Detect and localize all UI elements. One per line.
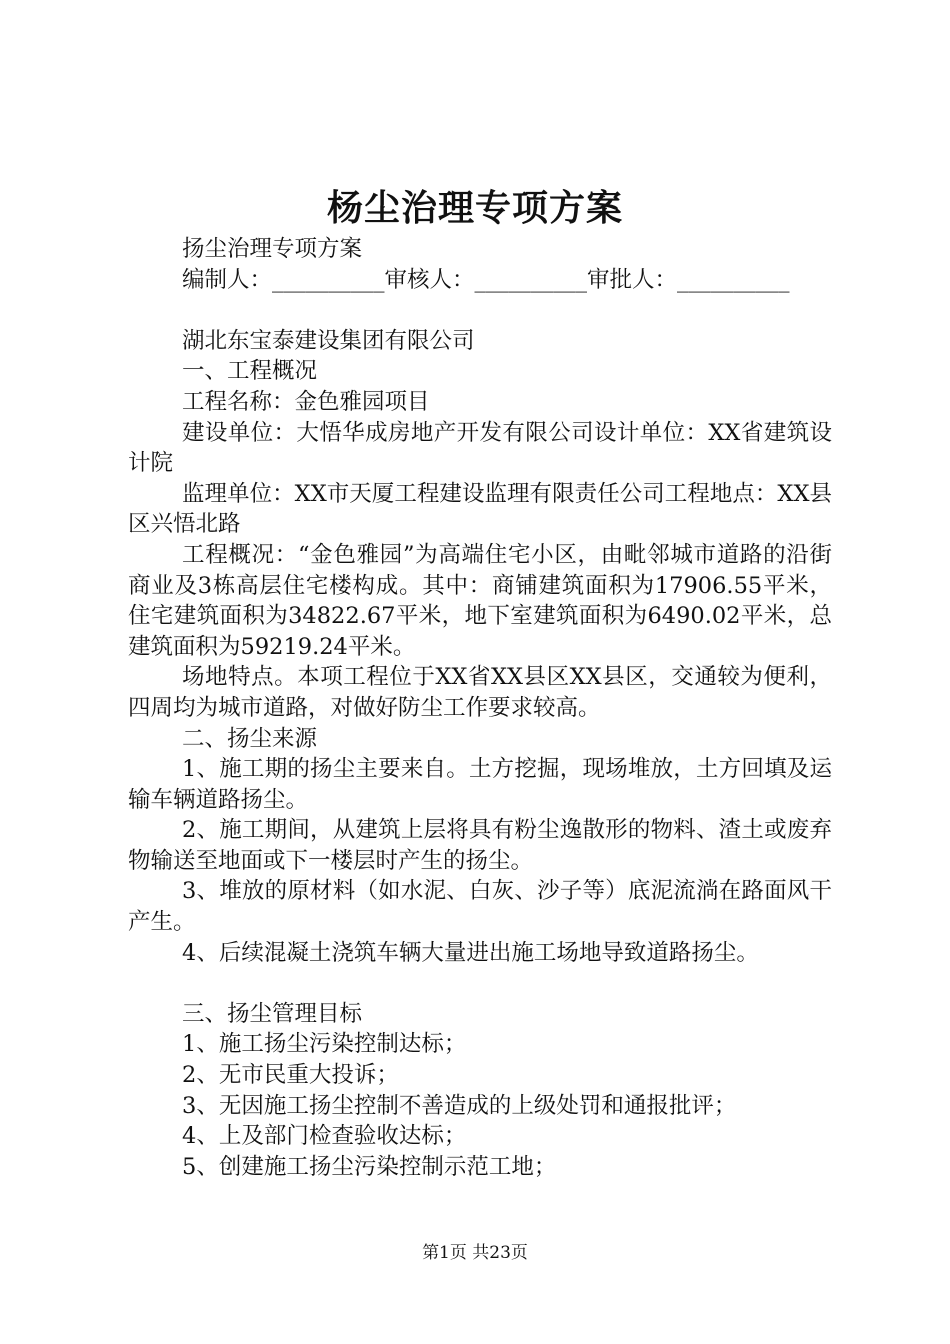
paragraph-signatories: 编制人：__________审核人：__________审批人：__________ xyxy=(182,266,790,293)
list-item-goal-1: 1、施工扬尘污染控制达标； xyxy=(182,1031,467,1058)
page-title: 杨尘治理专项方案 xyxy=(326,187,623,229)
list-item-goal-4: 4、上及部门检查验收达标； xyxy=(182,1123,467,1150)
list-item-source-1: 1、施工期的扬尘主要来自。土方挖掘，现场堆放，土方回填及运输车辆道路扬尘。 xyxy=(128,756,832,813)
paragraph-site-features: 场地特点。本项工程位于XX省XX县区XX县区，交通较为便利，四周均为城市道路，对做好防尘工作要求较高。 xyxy=(128,664,832,721)
list-item-source-2: 2、施工期间，从建筑上层将具有粉尘逸散形的物料、渣土或废弃物输送至地面或下一楼层时产生的扬尘。 xyxy=(128,817,832,874)
paragraph-company: 湖北东宝泰建设集团有限公司 xyxy=(182,327,475,354)
heading-section-1: 一、工程概况 xyxy=(182,358,318,385)
paragraph-construction-unit: 建设单位：大悟华成房地产开发有限公司设计单位：XX省建筑设计院 xyxy=(128,419,832,477)
heading-section-3: 三、扬尘管理目标 xyxy=(182,1000,363,1027)
list-item-goal-5: 5、创建施工扬尘污染控制示范工地； xyxy=(182,1153,557,1180)
blank-line xyxy=(128,295,832,326)
document-body xyxy=(128,234,832,1182)
paragraph-project-name: 工程名称：金色雅园项目 xyxy=(182,388,430,415)
paragraph-supervision-unit: 监理单位：XX市天厦工程建设监理有限责任公司工程地点：XX县区兴悟北路 xyxy=(128,480,832,538)
list-item-goal-2: 2、无市民重大投诉； xyxy=(182,1062,399,1089)
list-item-goal-3: 3、无因施工扬尘控制不善造成的上级处罚和通报批评； xyxy=(182,1092,737,1119)
paragraph-project-overview: 工程概况：“金色雅园”为高端住宅小区，由毗邻城市道路的沿街商业及3栋高层住宅楼构成。其中：商铺建筑面积为17906.55平米，住宅建筑面积为34822.67平米，地下室建筑面积为6490.02平米，总建筑面积为59219.24平米。 xyxy=(128,541,832,660)
blank-line xyxy=(128,968,832,999)
paragraph-subtitle: 扬尘治理专项方案 xyxy=(182,236,363,262)
list-item-source-4: 4、后续混凝土浇筑车辆大量进出施工场地导致道路扬尘。 xyxy=(182,939,759,966)
heading-section-2: 二、扬尘来源 xyxy=(182,725,318,752)
page-number-footer: 第1页 共23页 xyxy=(422,1243,528,1263)
list-item-source-3: 3、堆放的原材料（如水泥、白灰、沙子等）底泥流淌在路面风干产生。 xyxy=(128,878,832,936)
